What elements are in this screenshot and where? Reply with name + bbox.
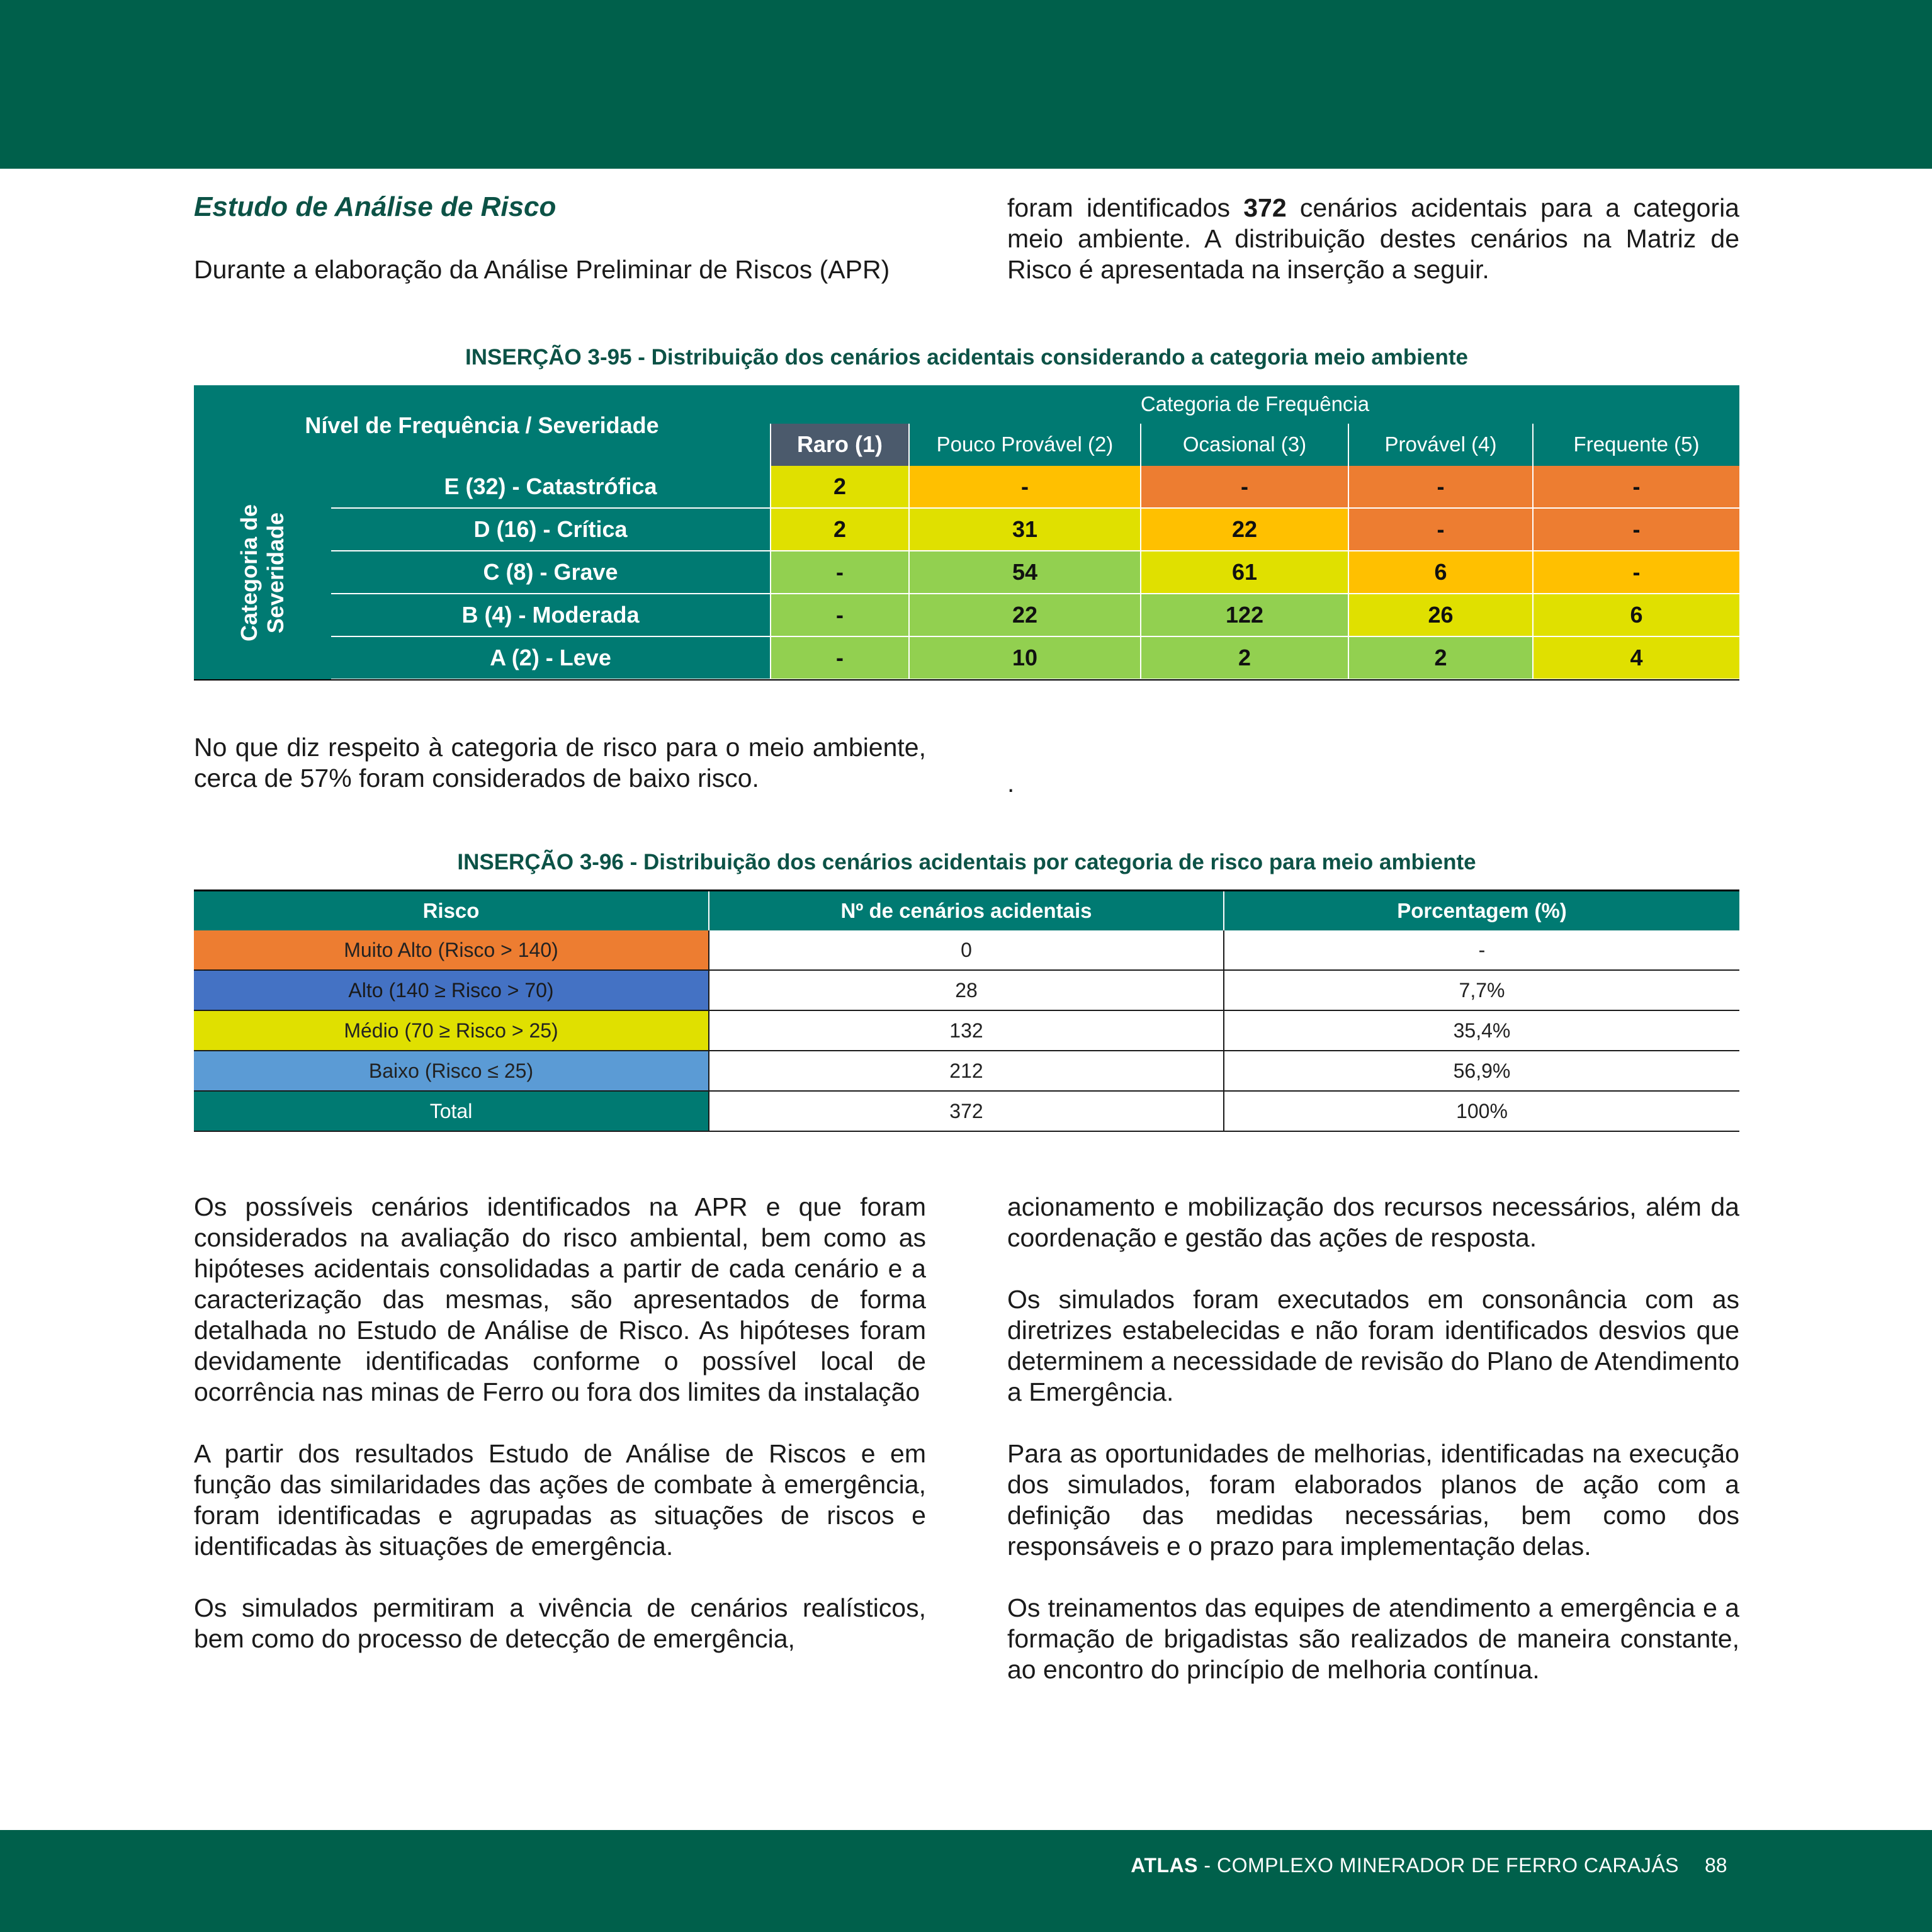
matrix-cell: - bbox=[1533, 508, 1739, 551]
matrix-cell: 2 bbox=[1141, 636, 1348, 679]
header-band bbox=[0, 0, 1932, 169]
risk-label: Alto (140 ≥ Risco > 70) bbox=[194, 970, 709, 1010]
risk-matrix-table bbox=[194, 385, 1739, 680]
side-line-2: Severidade bbox=[263, 512, 289, 633]
matrix-cell: - bbox=[1533, 551, 1739, 594]
footer-subtitle: - COMPLEXO MINERADOR DE FERRO CARAJÁS bbox=[1198, 1854, 1679, 1877]
risk-count: 28 bbox=[709, 970, 1224, 1010]
risk-percentage: 35,4% bbox=[1224, 1010, 1739, 1051]
risk-count: 372 bbox=[709, 1091, 1224, 1131]
freq-header: Raro (1) bbox=[771, 424, 909, 466]
intro-left-paragraph: Durante a elaboração da Análise Preliminar de Riscos (APR) bbox=[194, 255, 890, 284]
percentage-header: Porcentagem (%) bbox=[1224, 891, 1739, 931]
risk-label: Muito Alto (Risco > 140) bbox=[194, 930, 709, 970]
intro-right-part-a: foram identificados bbox=[1007, 193, 1244, 222]
matrix-cell: 2 bbox=[771, 508, 909, 551]
freq-header: Frequente (5) bbox=[1533, 424, 1739, 466]
severity-label: A (2) - Leve bbox=[331, 636, 771, 679]
freq-header: Ocasional (3) bbox=[1141, 424, 1348, 466]
risk-count: 0 bbox=[709, 930, 1224, 970]
body-paragraph: Os possíveis cenários identificados na APR e que foram considerados na avaliação do risco ambiental, bem como as hipóteses acidentais consolidadas a partir de cada cenário e a caracterização das mesmas, são apresentados de forma detalhada no Estudo de Análise de Risco. As hipóteses foram devidamente identificadas conforme o possível local de ocorrência nas minas de Ferro ou fora dos limites da instalação bbox=[194, 1192, 926, 1406]
side-line-1: Categoria de bbox=[236, 504, 263, 641]
matrix-caption: INSERÇÃO 3-95 - Distribuição dos cenários acidentais considerando a categoria meio ambiente bbox=[465, 345, 1468, 370]
risk-percentage: 56,9% bbox=[1224, 1051, 1739, 1091]
risk-count: 212 bbox=[709, 1051, 1224, 1091]
footer-band bbox=[0, 1830, 1932, 1932]
intro-right-paragraph bbox=[1007, 193, 1739, 285]
intro-left-text bbox=[194, 254, 926, 285]
matrix-cell: 4 bbox=[1533, 636, 1739, 679]
mid-right-text bbox=[1007, 768, 1739, 799]
mid-left-text bbox=[194, 732, 926, 794]
matrix-cell: 10 bbox=[909, 636, 1141, 679]
matrix-cell: - bbox=[909, 466, 1141, 508]
risk-table-caption: INSERÇÃO 3-96 - Distribuição dos cenários acidentais por categoria de risco para meio ambiente bbox=[457, 850, 1476, 874]
body-right-column bbox=[1007, 1192, 1739, 1685]
risk-category-table bbox=[194, 890, 1739, 1132]
matrix-cell: 54 bbox=[909, 551, 1141, 594]
risk-percentage: - bbox=[1224, 930, 1739, 970]
matrix-cell: 26 bbox=[1348, 594, 1533, 636]
section-title: Estudo de Análise de Risco bbox=[194, 191, 556, 222]
matrix-cell: - bbox=[771, 594, 909, 636]
matrix-cell: - bbox=[1533, 466, 1739, 508]
severity-label: B (4) - Moderada bbox=[331, 594, 771, 636]
severity-label: D (16) - Crítica bbox=[331, 508, 771, 551]
matrix-cell: - bbox=[1141, 466, 1348, 508]
risk-percentage: 100% bbox=[1224, 1091, 1739, 1131]
matrix-cell: 22 bbox=[909, 594, 1141, 636]
matrix-cell: - bbox=[1348, 466, 1533, 508]
body-paragraph: Para as oportunidades de melhorias, identificadas na execução dos simulados, foram elaborados planos de ação com a definição das medidas necessárias, bem como dos responsáveis e o prazo para implementação delas. bbox=[1007, 1439, 1739, 1561]
matrix-cell: 2 bbox=[771, 466, 909, 508]
matrix-cell: - bbox=[1348, 508, 1533, 551]
footer-brand: ATLAS bbox=[1131, 1854, 1199, 1877]
freq-header: Provável (4) bbox=[1348, 424, 1533, 466]
matrix-cell: - bbox=[771, 636, 909, 679]
risk-header: Risco bbox=[194, 891, 709, 931]
footer-title bbox=[1131, 1854, 1679, 1877]
matrix-header-main: Nível de Frequência / Severidade bbox=[194, 385, 771, 466]
intro-right-text bbox=[1007, 193, 1739, 285]
risk-label: Baixo (Risco ≤ 25) bbox=[194, 1051, 709, 1091]
freq-header: Pouco Provável (2) bbox=[909, 424, 1141, 466]
matrix-cell: 6 bbox=[1533, 594, 1739, 636]
severity-label: E (32) - Catastrófica bbox=[331, 466, 771, 508]
body-paragraph: Os simulados permitiram a vivência de cenários realísticos, bem como do processo de detecção de emergência, bbox=[194, 1593, 926, 1653]
intro-right-part-b: cenários acidentais para a categoria meio ambiente. A distribuição destes cenários na Matriz de Risco é apresentada na inserção a seguir. bbox=[1007, 193, 1739, 284]
mid-left-paragraph: No que diz respeito à categoria de risco para o meio ambiente, cerca de 57% foram considerados de baixo risco. bbox=[194, 733, 926, 793]
body-paragraph: A partir dos resultados Estudo de Análise de Riscos e em função das similaridades das ações de combate à emergência, foram identificadas e agrupadas as situações de riscos e identificadas às situações de emergência. bbox=[194, 1439, 926, 1561]
risk-percentage: 7,7% bbox=[1224, 970, 1739, 1010]
matrix-cell: 122 bbox=[1141, 594, 1348, 636]
severity-side-text bbox=[236, 504, 289, 641]
severity-side-label bbox=[194, 466, 331, 679]
scenario-count: 372 bbox=[1243, 193, 1287, 222]
matrix-cell: 2 bbox=[1348, 636, 1533, 679]
matrix-cell: 61 bbox=[1141, 551, 1348, 594]
body-paragraph: Os treinamentos das equipes de atendimento a emergência e a formação de brigadistas são realizados de maneira constante, ao encontro do princípio de melhoria contínua. bbox=[1007, 1593, 1739, 1684]
matrix-cell: 22 bbox=[1141, 508, 1348, 551]
risk-label: Total bbox=[194, 1091, 709, 1131]
matrix-bottom-rule bbox=[194, 679, 1739, 681]
matrix-cell: 6 bbox=[1348, 551, 1533, 594]
matrix-cell: - bbox=[771, 551, 909, 594]
body-paragraph: Os simulados foram executados em consonância com as diretrizes estabelecidas e não foram identificados desvios que determinem a necessidade de revisão do Plano de Atendimento a Emergência. bbox=[1007, 1285, 1739, 1406]
page-number: 88 bbox=[1705, 1854, 1727, 1877]
mid-right-dot: . bbox=[1007, 769, 1015, 798]
severity-label: C (8) - Grave bbox=[331, 551, 771, 594]
count-header: Nº de cenários acidentais bbox=[709, 891, 1224, 931]
risk-label: Médio (70 ≥ Risco > 25) bbox=[194, 1010, 709, 1051]
body-paragraph: acionamento e mobilização dos recursos necessários, além da coordenação e gestão das ações de resposta. bbox=[1007, 1192, 1739, 1252]
risk-count: 132 bbox=[709, 1010, 1224, 1051]
body-left-column bbox=[194, 1192, 926, 1654]
matrix-cell: 31 bbox=[909, 508, 1141, 551]
matrix-header-frequency-category: Categoria de Frequência bbox=[771, 385, 1739, 424]
